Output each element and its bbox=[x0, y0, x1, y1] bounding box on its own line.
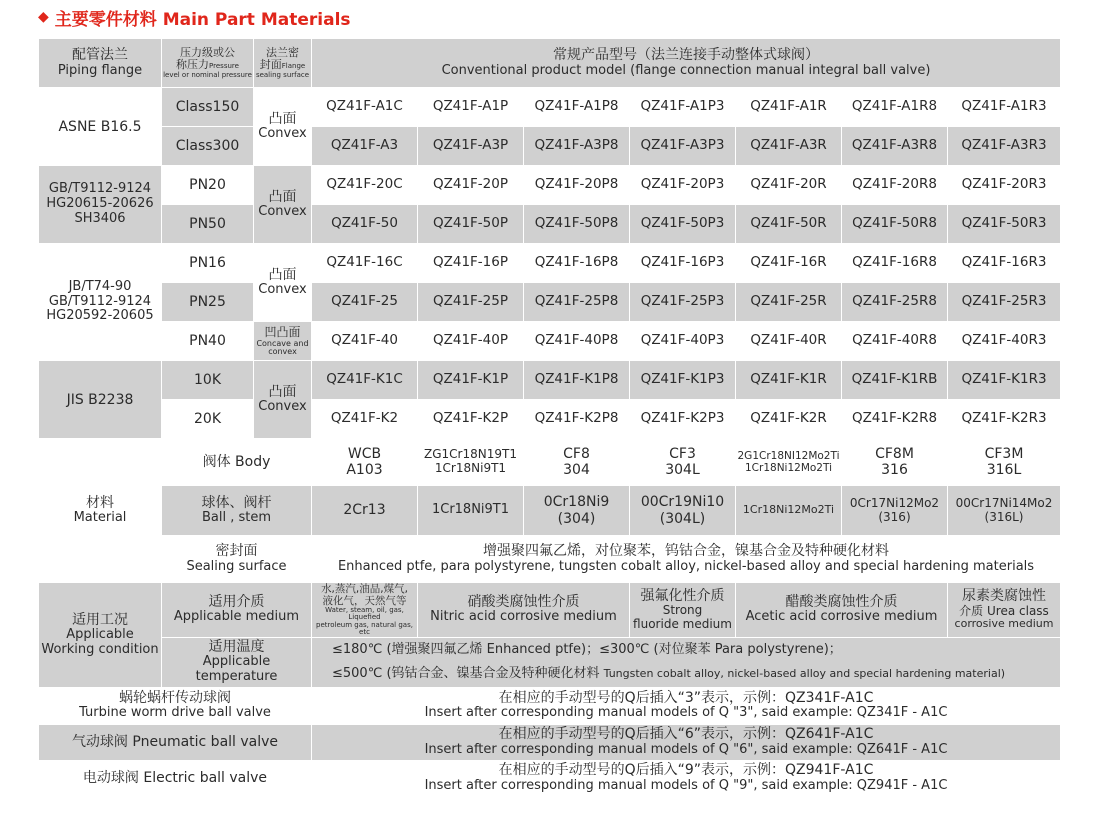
body-cell bbox=[630, 439, 736, 486]
medium-row bbox=[39, 583, 1061, 638]
material-label-cn: 材料 bbox=[86, 494, 114, 511]
title-text: 主要零件材料 Main Part Materials bbox=[54, 9, 351, 30]
ball-cell: 1Cr18Ni9T1 bbox=[418, 486, 524, 536]
model-cell: QZ41F-K2 bbox=[312, 400, 418, 439]
medium3-en2: fluoride medium bbox=[633, 616, 732, 631]
medium1-cn2: 液化气，天然气等 bbox=[322, 595, 407, 608]
drive-note-en: Insert after corresponding manual models of Q "9", said example: QZ941F - A1C bbox=[424, 777, 948, 793]
model-cell: QZ41F-25P8 bbox=[524, 283, 630, 322]
temp-line2-a: ≤500℃ (钨钴合金、镍基合金及特种硬化材料 bbox=[332, 665, 604, 681]
material-label-cell bbox=[39, 439, 162, 583]
body-text: 2G1Cr18NI12Mo2Ti bbox=[737, 449, 840, 462]
ball-label-cn: 球体、阀杆 bbox=[201, 494, 272, 511]
seal-cn: 增强聚四氟乙烯，对位聚苯，钨钴合金，镍基合金及特种硬化材料 bbox=[483, 543, 889, 560]
material-seal-row bbox=[39, 536, 1061, 583]
drive-note-cn: 在相应的手动型号的Q后插入“6”表示，示例：QZ641F-A1C bbox=[498, 726, 874, 743]
ball-cell bbox=[524, 486, 630, 536]
drive-note-en: Insert after corresponding manual models of Q "6", said example: QZ641F - A1C bbox=[424, 741, 948, 757]
drive-label-en: Turbine worm drive ball valve bbox=[79, 705, 271, 721]
standard-text: GB/T9112-9124 bbox=[48, 181, 152, 197]
medium-cell bbox=[312, 583, 418, 638]
medium5-en2: corrosive medium bbox=[954, 617, 1054, 631]
model-cell: QZ41F-16P3 bbox=[630, 244, 736, 283]
model-cell: QZ41F-A3P8 bbox=[524, 127, 630, 166]
model-cell: QZ41F-50R bbox=[736, 205, 842, 244]
header-row bbox=[39, 39, 1061, 88]
standard-text: ASNE B16.5 bbox=[58, 119, 142, 136]
ball-text: 00Cr17Ni14Mo2 bbox=[955, 495, 1053, 510]
medium5-en1: Urea class bbox=[987, 603, 1049, 618]
temp-label-en1: Applicable bbox=[202, 654, 271, 670]
model-cell: QZ41F-A1P3 bbox=[630, 88, 736, 127]
drive-row bbox=[39, 724, 1061, 760]
standard-text: JB/T74-90 bbox=[68, 278, 132, 294]
ball-text: 0Cr17Ni12Mo2 bbox=[849, 495, 940, 510]
body-cell bbox=[842, 439, 948, 486]
model-cell: QZ41F-K1RB bbox=[842, 361, 948, 400]
model-cell: QZ41F-K2P bbox=[418, 400, 524, 439]
surface-cell bbox=[254, 244, 312, 322]
model-cell: QZ41F-50R8 bbox=[842, 205, 948, 244]
model-cell: QZ41F-25P3 bbox=[630, 283, 736, 322]
medium1-cn: 水,蒸汽,油品,煤气, bbox=[321, 583, 408, 595]
pressure-cell: PN40 bbox=[162, 322, 254, 361]
model-cell: QZ41F-25P bbox=[418, 283, 524, 322]
ball-text: (316) bbox=[878, 509, 911, 524]
medium5-cn: 尿素类腐蚀性 bbox=[962, 588, 1046, 605]
ball-text: (304L) bbox=[659, 510, 706, 527]
drive-row bbox=[39, 687, 1061, 724]
materials-table bbox=[38, 38, 1061, 797]
body-text: 304L bbox=[665, 462, 700, 478]
model-cell: QZ41F-A1R8 bbox=[842, 88, 948, 127]
model-cell: QZ41F-A1C bbox=[312, 88, 418, 127]
model-cell: QZ41F-K1R bbox=[736, 361, 842, 400]
standard-text: JIS B2238 bbox=[66, 392, 134, 409]
header-piping-en: Piping flange bbox=[57, 62, 143, 78]
model-cell: QZ41F-20P8 bbox=[524, 166, 630, 205]
model-cell: QZ41F-K2P3 bbox=[630, 400, 736, 439]
model-cell: QZ41F-20R3 bbox=[948, 166, 1061, 205]
model-cell: QZ41F-K1P3 bbox=[630, 361, 736, 400]
surface-cell bbox=[254, 166, 312, 244]
header-pressure-en1: Pressure bbox=[209, 62, 239, 71]
model-cell: QZ41F-40R3 bbox=[948, 322, 1061, 361]
medium-cell bbox=[418, 583, 630, 638]
model-cell: QZ41F-K2R bbox=[736, 400, 842, 439]
material-body-row bbox=[39, 439, 1061, 486]
model-cell: QZ41F-16P bbox=[418, 244, 524, 283]
drive-note-en: Insert after corresponding manual models of Q "3", said example: QZ341F - A1C bbox=[424, 705, 948, 721]
body-text: 316 bbox=[881, 462, 908, 478]
ball-text: 0Cr18Ni9 bbox=[543, 494, 610, 511]
table-row bbox=[39, 322, 1061, 361]
model-cell: QZ41F-50P8 bbox=[524, 205, 630, 244]
table-row bbox=[39, 283, 1061, 322]
material-ball-row bbox=[39, 486, 1061, 536]
standard-cell bbox=[39, 244, 162, 361]
body-text: A103 bbox=[346, 462, 383, 478]
temp-label-en2: temperature bbox=[195, 669, 278, 685]
drive-note-cell bbox=[312, 687, 1061, 724]
conditions-label-cell bbox=[39, 583, 162, 688]
model-cell: QZ41F-K2R8 bbox=[842, 400, 948, 439]
model-cell: QZ41F-50P3 bbox=[630, 205, 736, 244]
model-cell: QZ41F-25 bbox=[312, 283, 418, 322]
model-cell: QZ41F-40R bbox=[736, 322, 842, 361]
model-cell: QZ41F-K1P bbox=[418, 361, 524, 400]
model-cell: QZ41F-50R3 bbox=[948, 205, 1061, 244]
medium3-en1: Strong bbox=[662, 603, 703, 617]
ball-cell: 2Cr13 bbox=[312, 486, 418, 536]
model-cell: QZ41F-20R bbox=[736, 166, 842, 205]
model-cell: QZ41F-16C bbox=[312, 244, 418, 283]
model-cell: QZ41F-A1P8 bbox=[524, 88, 630, 127]
body-text: CF8 bbox=[563, 445, 590, 462]
drive-label-cell bbox=[39, 687, 312, 724]
temp-cell bbox=[312, 637, 1061, 687]
table-row bbox=[39, 166, 1061, 205]
medium4-cn: 醋酸类腐蚀性介质 bbox=[785, 594, 898, 611]
temp-label-cell bbox=[162, 637, 312, 687]
diamond-icon: ◆ bbox=[38, 9, 49, 25]
body-cell bbox=[418, 439, 524, 486]
standard-text: HG20615-20626 bbox=[46, 196, 154, 212]
temp-line1: ≤180℃ (增强聚四氟乙烯 Enhanced ptfe)；≤300℃ (对位聚苯 Para polystyrene)； bbox=[332, 641, 842, 657]
surface-cn: 凸面 bbox=[268, 383, 297, 400]
model-cell: QZ41F-K1C bbox=[312, 361, 418, 400]
drive-label-cell: 气动球阀 Pneumatic ball valve bbox=[39, 724, 312, 760]
model-cell: QZ41F-40P bbox=[418, 322, 524, 361]
body-text: 316L bbox=[986, 462, 1022, 478]
header-model-cn: 常规产品型号（法兰连接手动整体式球阀） bbox=[553, 47, 819, 64]
surface-cn: 凸面 bbox=[268, 188, 297, 205]
pressure-cell: PN50 bbox=[162, 205, 254, 244]
header-pressure-cn2: 称压力 bbox=[176, 58, 210, 72]
pressure-cell: PN25 bbox=[162, 283, 254, 322]
body-text: ZG1Cr18N19T1 bbox=[424, 447, 517, 462]
standard-cell bbox=[39, 166, 162, 244]
seal-cell bbox=[312, 536, 1061, 583]
header-piping bbox=[39, 39, 162, 88]
model-cell: QZ41F-20R8 bbox=[842, 166, 948, 205]
medium-label-en: Applicable medium bbox=[173, 609, 300, 625]
body-text: CF8M bbox=[875, 445, 914, 462]
model-cell: QZ41F-50 bbox=[312, 205, 418, 244]
table-row bbox=[39, 244, 1061, 283]
model-cell: QZ41F-25R3 bbox=[948, 283, 1061, 322]
drive-row bbox=[39, 760, 1061, 796]
ball-cell: 1Cr18Ni12Mo2Ti bbox=[736, 486, 842, 536]
seal-label-cell bbox=[162, 536, 312, 583]
model-cell: QZ41F-A1P bbox=[418, 88, 524, 127]
medium4-en: Acetic acid corrosive medium bbox=[745, 609, 938, 625]
ball-label-cell bbox=[162, 486, 312, 536]
model-cell: QZ41F-K2P8 bbox=[524, 400, 630, 439]
medium2-cn: 硝酸类腐蚀性介质 bbox=[467, 594, 580, 611]
drive-note-cell bbox=[312, 760, 1061, 796]
model-cell: QZ41F-A1R bbox=[736, 88, 842, 127]
model-cell: QZ41F-20C bbox=[312, 166, 418, 205]
model-cell: QZ41F-A3R3 bbox=[948, 127, 1061, 166]
model-cell: QZ41F-25R8 bbox=[842, 283, 948, 322]
temp-line2-b: Tungsten cobalt alloy, nickel-based alloy and special hardening material) bbox=[603, 666, 1006, 680]
pressure-cell: Class150 bbox=[162, 88, 254, 127]
header-pressure-en2: level or nominal pressure bbox=[163, 70, 252, 79]
pressure-cell: Class300 bbox=[162, 127, 254, 166]
seal-label-cn: 密封面 bbox=[215, 543, 258, 560]
medium5-cn2: 介质 bbox=[959, 603, 984, 618]
standard-text: HG20592-20605 bbox=[46, 308, 154, 324]
surface-cell bbox=[254, 322, 312, 361]
model-cell: QZ41F-40R8 bbox=[842, 322, 948, 361]
pressure-cell: 20K bbox=[162, 400, 254, 439]
standard-text: GB/T9112-9124 bbox=[48, 293, 152, 309]
header-seal-en2: sealing surface bbox=[255, 70, 310, 79]
table-row bbox=[39, 400, 1061, 439]
surface-en: Convex bbox=[258, 282, 307, 298]
header-seal-cn2: 封面 bbox=[259, 58, 282, 72]
medium1-en2: petroleum gas, natural gas, etc bbox=[316, 620, 413, 637]
body-text: CF3 bbox=[669, 445, 696, 462]
standard-cell bbox=[39, 88, 162, 166]
surface-cn: 凸面 bbox=[268, 110, 297, 127]
page-title bbox=[38, 6, 351, 28]
material-label-en: Material bbox=[73, 510, 127, 526]
ball-label-en: Ball , stem bbox=[201, 510, 272, 526]
header-piping-cn: 配管法兰 bbox=[72, 47, 128, 64]
body-text: 1Cr18Ni12Mo2Ti bbox=[745, 462, 832, 474]
surface-cn: 凸面 bbox=[268, 266, 297, 283]
drive-note-cn: 在相应的手动型号的Q后插入“3”表示，示例：QZ341F-A1C bbox=[498, 689, 874, 706]
model-cell: QZ41F-25R bbox=[736, 283, 842, 322]
surface-en: Convex bbox=[258, 126, 307, 142]
drive-note-cn: 在相应的手动型号的Q后插入“9”表示，示例：QZ941F-A1C bbox=[498, 762, 874, 779]
medium2-en: Nitric acid corrosive medium bbox=[430, 609, 617, 625]
header-model-en: Conventional product model (flange connection manual integral ball valve) bbox=[441, 62, 931, 78]
body-text: 1Cr18Ni9T1 bbox=[434, 461, 507, 475]
body-label-cell: 阀体 Body bbox=[162, 439, 312, 486]
standard-cell bbox=[39, 361, 162, 439]
surface-cell bbox=[254, 361, 312, 439]
model-cell: QZ41F-A1R3 bbox=[948, 88, 1061, 127]
pressure-cell: 10K bbox=[162, 361, 254, 400]
table-row bbox=[39, 361, 1061, 400]
model-cell: QZ41F-16P8 bbox=[524, 244, 630, 283]
conditions-label-en1: Applicable bbox=[66, 626, 134, 642]
header-model bbox=[312, 39, 1061, 88]
model-cell: QZ41F-K1P8 bbox=[524, 361, 630, 400]
surface-cell bbox=[254, 88, 312, 166]
seal-label-en: Sealing surface bbox=[186, 558, 287, 574]
medium-cell bbox=[630, 583, 736, 638]
ball-text: (316L) bbox=[984, 509, 1024, 524]
header-seal-en1: Flange bbox=[281, 62, 306, 71]
medium-label-cn: 适用介质 bbox=[208, 594, 265, 611]
table-row bbox=[39, 88, 1061, 127]
body-cell bbox=[948, 439, 1061, 486]
model-cell: QZ41F-A3P bbox=[418, 127, 524, 166]
model-cell: QZ41F-A3 bbox=[312, 127, 418, 166]
drive-label-cell: 电动球阀 Electric ball valve bbox=[39, 760, 312, 796]
body-cell bbox=[736, 439, 842, 486]
pressure-cell: PN16 bbox=[162, 244, 254, 283]
model-cell: QZ41F-40 bbox=[312, 322, 418, 361]
header-pressure-cn: 压力级或公 bbox=[180, 45, 235, 59]
model-cell: QZ41F-K2R3 bbox=[948, 400, 1061, 439]
table-row bbox=[39, 205, 1061, 244]
header-pressure bbox=[162, 39, 254, 88]
ball-text: 00Cr19Ni10 bbox=[640, 494, 725, 511]
model-cell: QZ41F-16R bbox=[736, 244, 842, 283]
temperature-row bbox=[39, 637, 1061, 687]
model-cell: QZ41F-40P8 bbox=[524, 322, 630, 361]
conditions-label-cn: 适用工况 bbox=[72, 611, 128, 628]
temp-label-cn: 适用温度 bbox=[208, 639, 265, 656]
ball-text: (304) bbox=[557, 510, 596, 527]
ball-cell bbox=[948, 486, 1061, 536]
standard-text: SH3406 bbox=[74, 210, 126, 226]
model-cell: QZ41F-A3R bbox=[736, 127, 842, 166]
model-cell: QZ41F-20P3 bbox=[630, 166, 736, 205]
conditions-label-en2: Working condition bbox=[41, 641, 159, 657]
body-cell bbox=[524, 439, 630, 486]
body-cell bbox=[312, 439, 418, 486]
model-cell: QZ41F-40P3 bbox=[630, 322, 736, 361]
model-cell: QZ41F-20P bbox=[418, 166, 524, 205]
medium-cell bbox=[736, 583, 948, 638]
surface2-en2: convex bbox=[268, 346, 297, 356]
drive-note-cell bbox=[312, 724, 1061, 760]
model-cell: QZ41F-16R8 bbox=[842, 244, 948, 283]
surface-en: Convex bbox=[258, 204, 307, 220]
header-seal-cn: 法兰密 bbox=[266, 45, 299, 59]
body-text: CF3M bbox=[984, 445, 1024, 462]
surface2-cn: 凹凸面 bbox=[264, 324, 301, 339]
surface2-en1: Concave and bbox=[256, 338, 309, 348]
surface-en: Convex bbox=[258, 399, 307, 415]
ball-cell bbox=[630, 486, 736, 536]
ball-cell bbox=[842, 486, 948, 536]
body-text: 304 bbox=[563, 462, 590, 478]
drive-label-cn: 蜗轮蜗杆传动球阀 bbox=[119, 689, 231, 706]
medium1-en1: Water, steam, oil, gas, Liquefied bbox=[325, 606, 404, 622]
medium-label-cell bbox=[162, 583, 312, 638]
header-seal bbox=[254, 39, 312, 88]
table-row bbox=[39, 127, 1061, 166]
model-cell: QZ41F-A3P3 bbox=[630, 127, 736, 166]
model-cell: QZ41F-16R3 bbox=[948, 244, 1061, 283]
model-cell: QZ41F-50P bbox=[418, 205, 524, 244]
model-cell: QZ41F-K1R3 bbox=[948, 361, 1061, 400]
medium3-cn: 强氟化性介质 bbox=[640, 587, 725, 604]
medium-cell bbox=[948, 583, 1061, 638]
body-text: WCB bbox=[347, 445, 382, 462]
model-cell: QZ41F-A3R8 bbox=[842, 127, 948, 166]
seal-en: Enhanced ptfe, para polystyrene, tungsten cobalt alloy, nickel-based alloy and special hardening materials bbox=[337, 558, 1035, 574]
pressure-cell: PN20 bbox=[162, 166, 254, 205]
